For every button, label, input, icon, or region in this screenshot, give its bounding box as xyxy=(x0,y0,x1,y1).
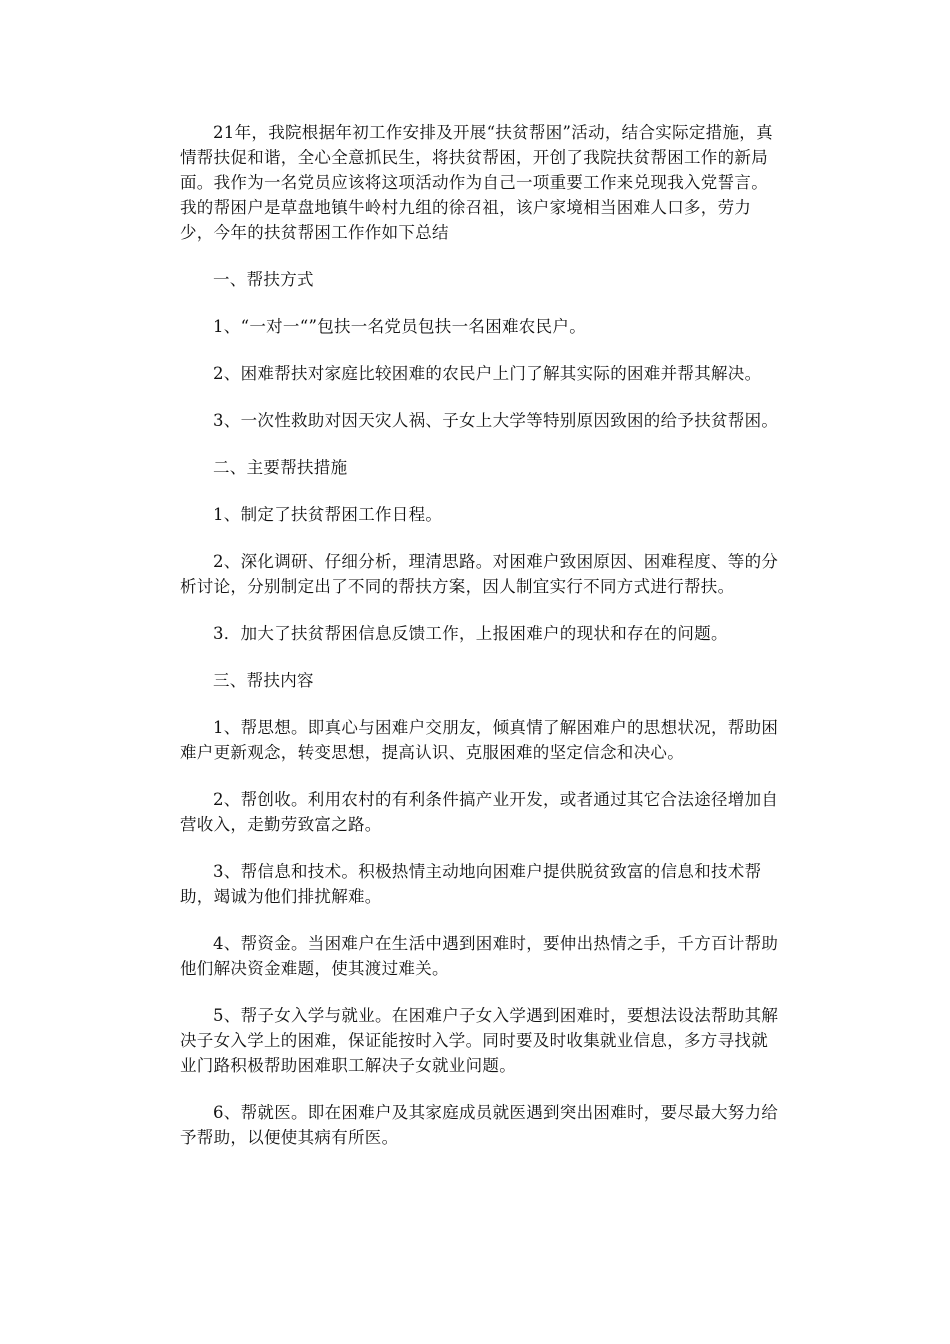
document-body xyxy=(180,120,780,1150)
list-item: 2、帮创收。利用农村的有利条件搞产业开发，或者通过其它合法途径增加自营收入，走勤劳致富之路。 xyxy=(180,790,779,834)
list-item: 5、帮子女入学与就业。在困难户子女入学遇到困难时，要想法设法帮助其解决子女入学上的困难，保证能按时入学。同时要及时收集就业信息，多方寻找就业门路积极帮助困难职工解决子女就业问题。 xyxy=(180,1006,779,1075)
section-heading-3: 三、帮扶内容 xyxy=(213,671,314,690)
list-item: 2、深化调研、仔细分析，理清思路。对困难户致困原因、困难程度、等的分析讨论，分别制定出了不同的帮扶方案，因人制宜实行不同方式进行帮扶。 xyxy=(180,552,779,596)
list-item: 6、帮就医。即在困难户及其家庭成员就医遇到突出困难时，要尽最大努力给予帮助，以便使其病有所医。 xyxy=(180,1103,779,1147)
section-heading-1: 一、帮扶方式 xyxy=(213,270,314,289)
list-item: 3．加大了扶贫帮困信息反馈工作，上报困难户的现状和存在的问题。 xyxy=(213,624,728,643)
list-item: 2、困难帮扶对家庭比较困难的农民户上门了解其实际的困难并帮其解决。 xyxy=(213,364,762,383)
list-item: 1、帮思想。即真心与困难户交朋友，倾真情了解困难户的思想状况，帮助困难户更新观念，转变思想，提高认识、克服困难的坚定信念和决心。 xyxy=(180,718,779,762)
list-item: 3、一次性救助对因天灾人祸、子女上大学等特别原因致困的给予扶贫帮困。 xyxy=(213,411,779,430)
section-heading-2: 二、主要帮扶措施 xyxy=(213,458,348,477)
list-item: 3、帮信息和技术。积极热情主动地向困难户提供脱贫致富的信息和技术帮助，竭诚为他们排扰解难。 xyxy=(180,862,762,906)
list-item: 1、制定了扶贫帮困工作日程。 xyxy=(213,505,443,524)
intro-paragraph: 21年，我院根据年初工作安排及开展“扶贫帮困”活动，结合实际定措施，真情帮扶促和谐，全心全意抓民生，将扶贫帮困，开创了我院扶贫帮困工作的新局面。我作为一名党员应该将这项活动作为自己一项重要工作来兑现我入党誓言。我的帮困户是草盘地镇牛岭村九组的徐召祖，该户家境相当困难人口多，劳力少，今年的扶贫帮困工作作如下总结 xyxy=(180,123,773,242)
list-item: 4、帮资金。当困难户在生活中遇到困难时，要伸出热情之手，千方百计帮助他们解决资金难题，使其渡过难关。 xyxy=(180,934,779,978)
list-item: 1、“一对一“”包扶一名党员包扶一名困难农民户。 xyxy=(213,317,587,336)
